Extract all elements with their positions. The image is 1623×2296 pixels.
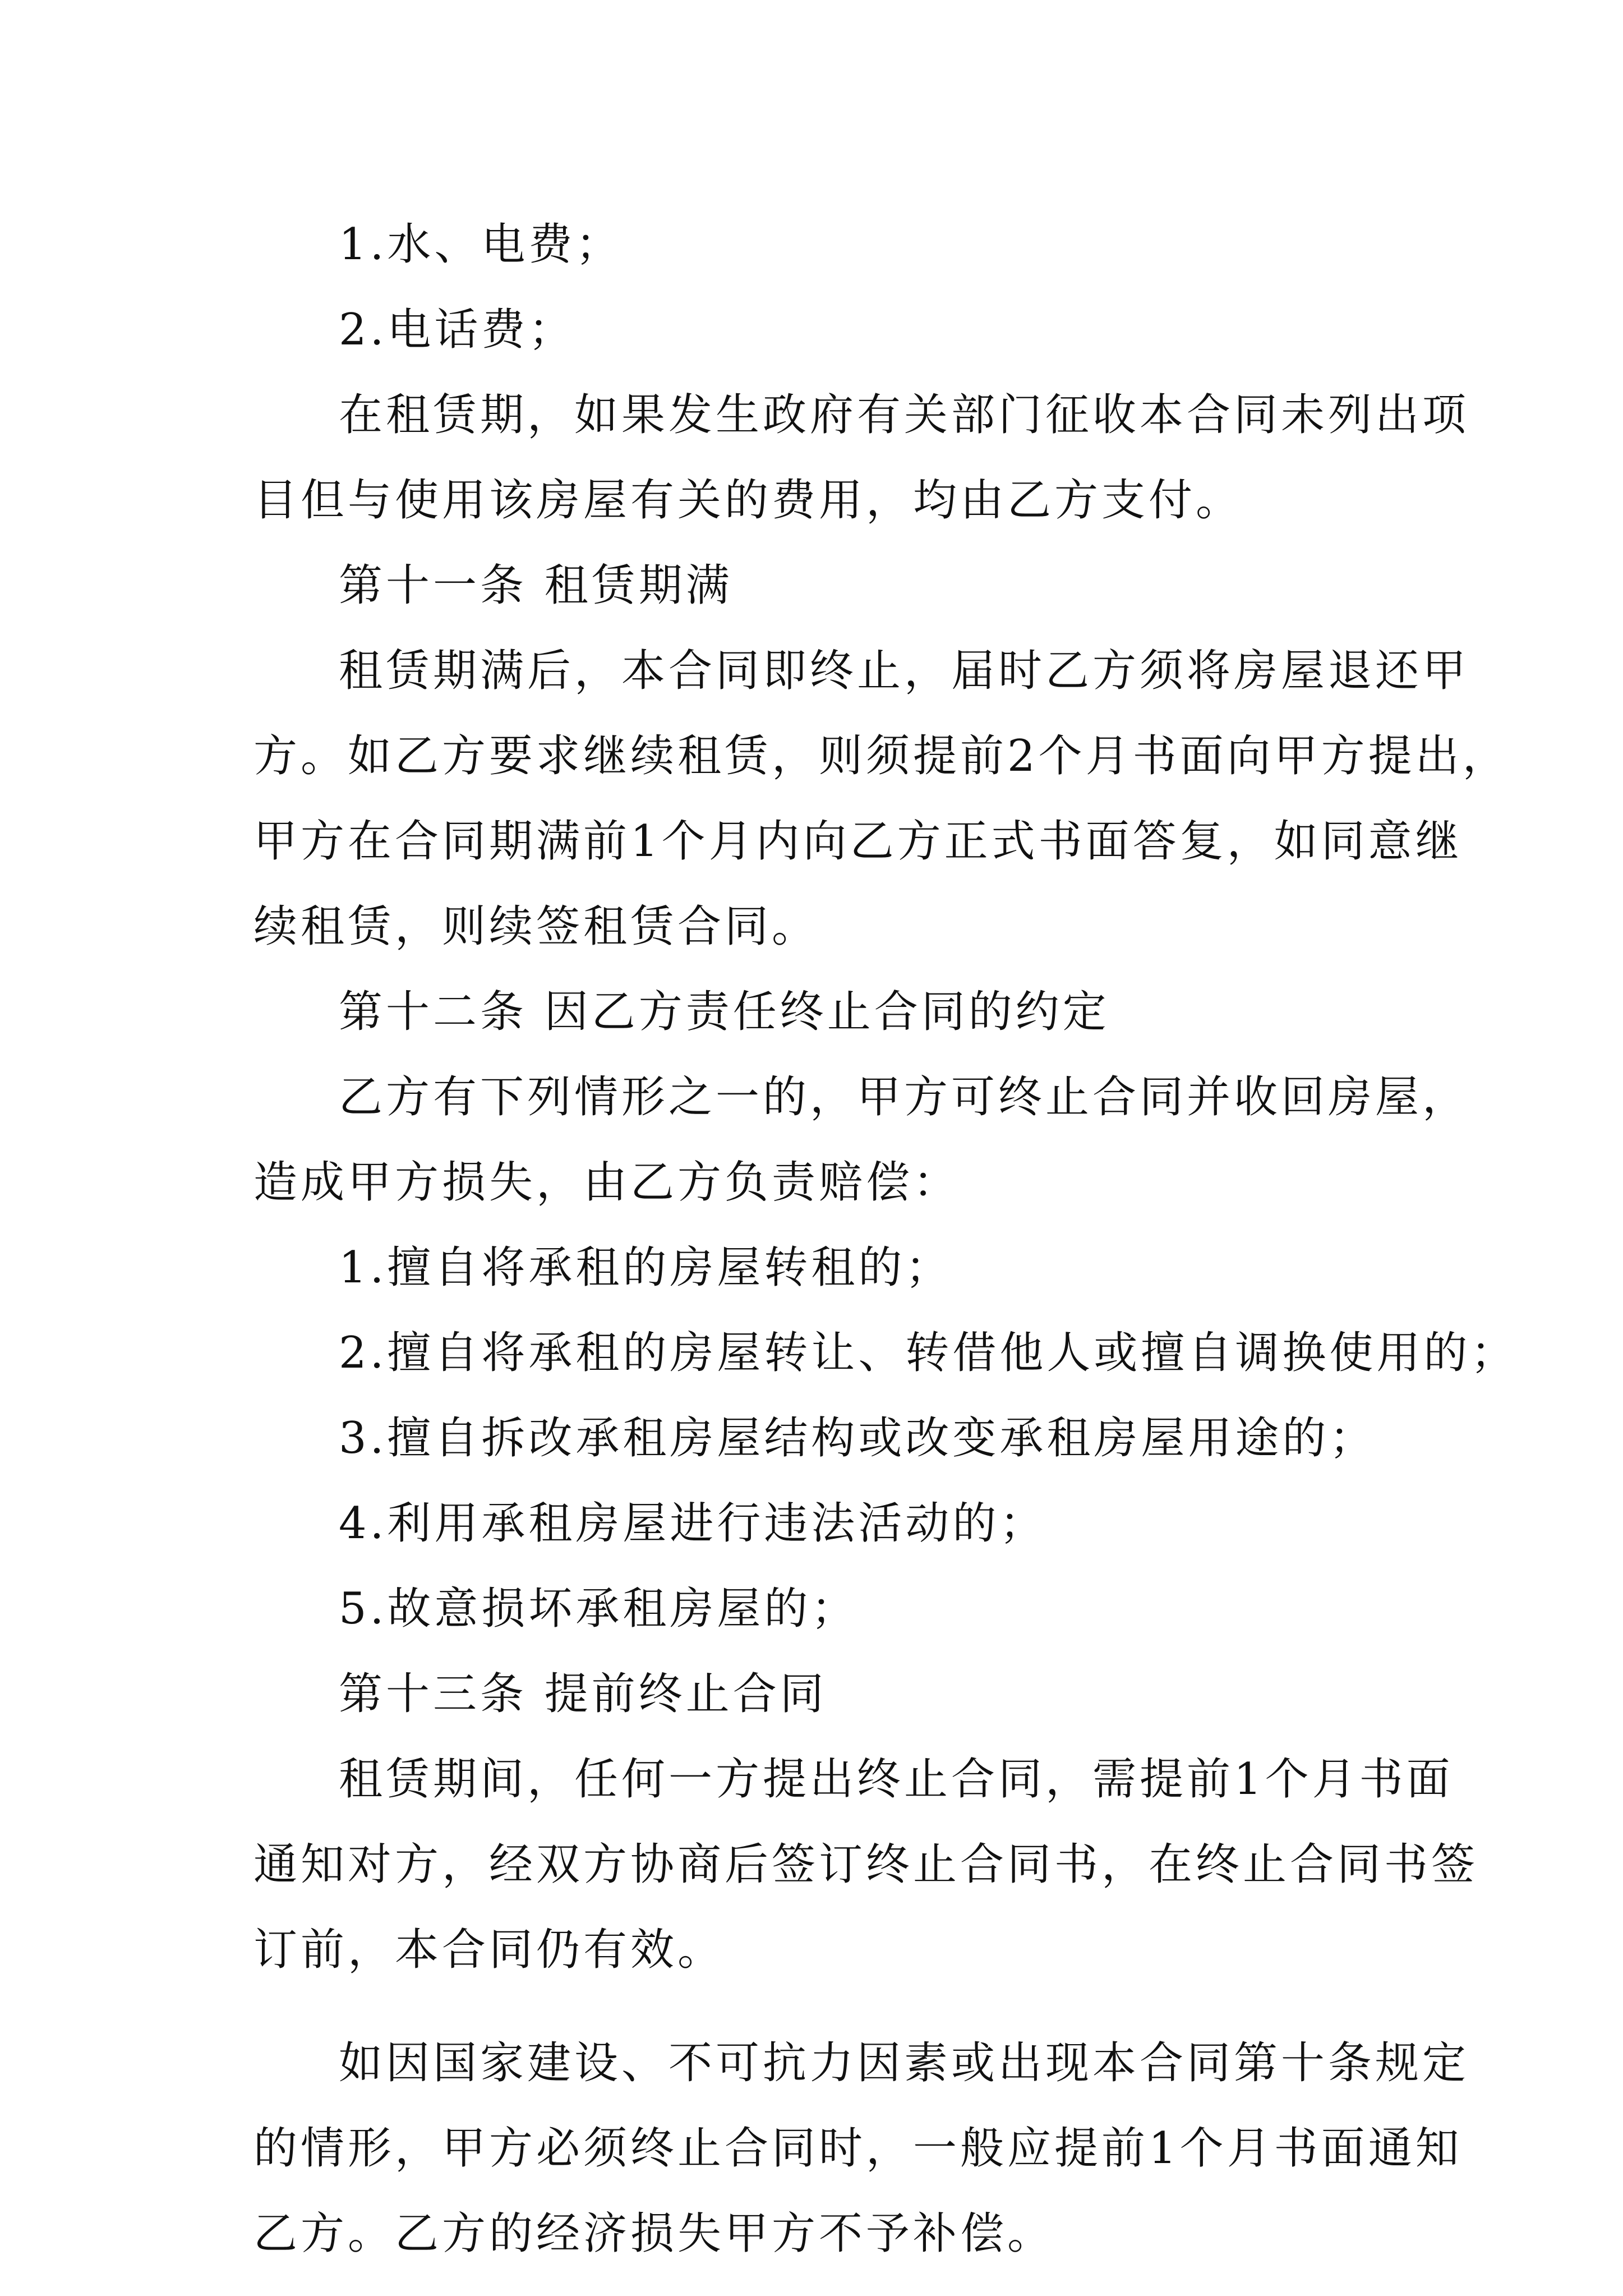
paragraph-article-11-line-2: 方。如乙方要求继续租赁，则须提前2个月书面向甲方提出， bbox=[253, 731, 1510, 781]
paragraph-article-12-line-2: 造成甲方损失，由乙方负责赔偿： bbox=[253, 1157, 961, 1208]
paragraph-article-13-line-1: 租赁期间，任何一方提出终止合同，需提前1个月书面 bbox=[339, 1754, 1454, 1805]
article-12-item-1: 1.擅自将承租的房屋转租的； bbox=[339, 1243, 953, 1293]
paragraph-article-13b-line-2: 的情形，甲方必须终止合同时，一般应提前1个月书面通知 bbox=[253, 2123, 1463, 2174]
item-phone-fee: 2.电话费； bbox=[339, 305, 576, 355]
article-12-item-3: 3.擅自拆改承租房屋结构或改变承租房屋用途的； bbox=[339, 1413, 1377, 1464]
paragraph-article-11-line-1: 租赁期满后，本合同即终止，届时乙方须将房屋退还甲 bbox=[339, 646, 1470, 696]
paragraph-article-13-line-2: 通知对方，经双方协商后签订终止合同书，在终止合同书签 bbox=[253, 1839, 1479, 1890]
paragraph-article-12-line-1: 乙方有下列情形之一的，甲方可终止合同并收回房屋， bbox=[339, 1072, 1470, 1122]
paragraph-article-13b-line-3: 乙方。乙方的经济损失甲方不予补偿。 bbox=[253, 2208, 1055, 2259]
paragraph-fees-line-2: 目但与使用该房屋有关的费用，均由乙方支付。 bbox=[253, 475, 1243, 526]
article-12-item-4: 4.利用承租房屋进行违法活动的； bbox=[339, 1498, 1047, 1549]
article-12-item-5: 5.故意损坏承租房屋的； bbox=[339, 1584, 859, 1634]
paragraph-article-13-line-3: 订前，本合同仍有效。 bbox=[253, 1925, 725, 1975]
item-water-electricity: 1.水、电费； bbox=[339, 219, 623, 270]
paragraph-article-11-line-3: 甲方在合同期满前1个月内向乙方正式书面答复，如同意继 bbox=[253, 816, 1463, 867]
document-body bbox=[253, 202, 1518, 2276]
paragraph-fees-line-1: 在租赁期，如果发生政府有关部门征收本合同未列出项 bbox=[339, 390, 1470, 440]
heading-article-12: 第十二条 因乙方责任终止合同的约定 bbox=[339, 987, 1110, 1037]
paragraph-article-13b-line-1: 如因国家建设、不可抗力因素或出现本合同第十条规定 bbox=[339, 2038, 1470, 2088]
paragraph-article-11-line-4: 续租赁，则续签租赁合同。 bbox=[253, 901, 819, 952]
article-12-item-2: 2.擅自将承租的房屋转让、转借他人或擅自调换使用的； bbox=[339, 1328, 1518, 1378]
heading-article-13: 第十三条 提前终止合同 bbox=[339, 1669, 827, 1719]
paragraph-spacer bbox=[253, 1993, 1394, 2021]
heading-article-11: 第十一条 租赁期满 bbox=[339, 560, 733, 611]
